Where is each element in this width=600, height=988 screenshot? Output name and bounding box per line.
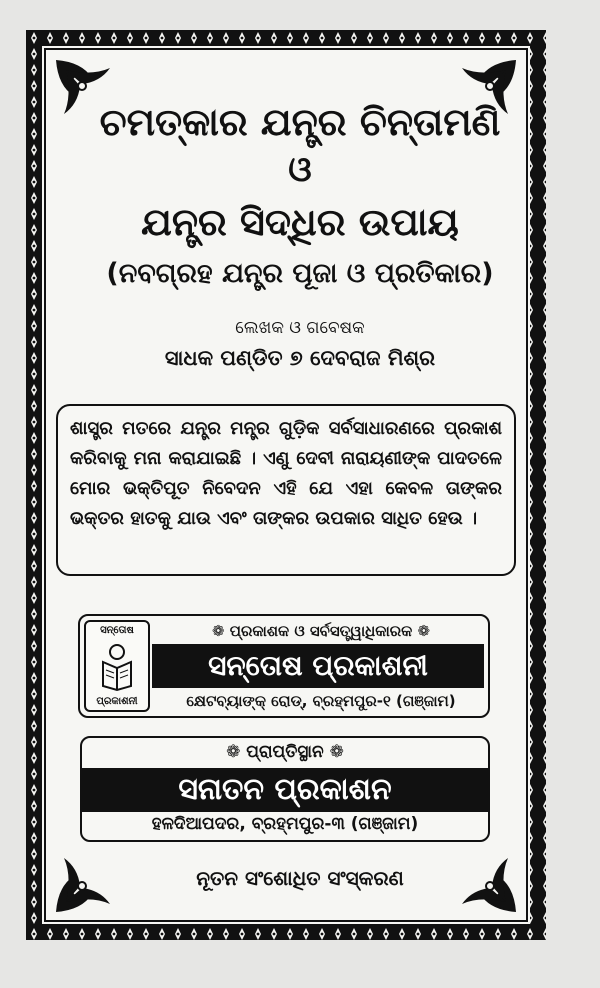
book-title-line2: ଯନ୍ତ୍ର ସିଦ୍ଧିର ଉପାୟ — [141, 200, 459, 244]
logo-bottom-text: ପ୍ରକାଶନୀ — [96, 696, 138, 707]
notice-box — [56, 404, 516, 576]
distributor-address: ହଳଦିଆପଦର, ବ୍ରହ୍ମପୁର-୩ (ଗଞ୍ଜାମ) — [151, 814, 419, 834]
book-title-line1: ଚମତ୍କାର ଯନ୍ତ୍ର ଚିନ୍ତାମଣି — [99, 100, 501, 144]
book-title-conjunction: ଓ — [288, 150, 312, 190]
publisher-logo — [84, 620, 150, 712]
publisher-address: କ୍ଷେଟବ୍ୟାଙ୍କ୍ ରୋଡ୍, ବ୍ରହ୍ମପୁର-୧ (ଗଞ୍ଜାମ) — [186, 692, 456, 710]
book-subtitle: (ନବଗ୍ରହ ଯନ୍ତ୍ର ପୂଜା ଓ ପ୍ରତିକାର) — [106, 258, 494, 289]
open-book-icon — [100, 642, 134, 692]
logo-top-text: ସନ୍ତୋଷ — [100, 625, 134, 636]
distributor-label: ❁ ପ୍ରାପ୍ତିସ୍ଥାନ ❁ — [226, 742, 344, 762]
publisher-name: ସନ୍ତୋଷ ପ୍ରକାଶନୀ — [152, 644, 484, 688]
notice-text: ଶାସ୍ତ୍ର ମତରେ ଯନ୍ତ୍ର ମନ୍ତ୍ର ଗୁଡ଼ିକ ସର୍ବସାଧାରଣରେ ପ୍ରକାଶ କରିବାକୁ ମନା କରାଯାଇଛି । ଏଣୁ ଦେବୀ ନାରାୟଣୀଙ୍କ ପାଦତଳେ ମୋର ଭକ୍ତିପୂତ ନିବେଦନ ଏହି ଯେ ଏହା କେବଳ ତାଙ୍କର ଭକ୍ତର ହାତକୁ ଯାଉ ଏବଂ ତାଙ୍କର ଉପକାର ସାଧିତ ହେଉ । — [70, 418, 502, 529]
author-name: ସାଧକ ପଣ୍ଡିତ ୭ ଦେବରାଜ ମିଶ୍ର — [164, 346, 436, 370]
publisher-label: ❁ ପ୍ରକାଶକ ଓ ସର୍ବସତ୍ତ୍ୱାଧିକାରକ ❁ — [211, 622, 431, 640]
author-label: ଲେଖକ ଓ ଗବେଷକ — [235, 318, 365, 338]
edition-note: ନୂତନ ସଂଶୋଧିତ ସଂସ୍କରଣ — [196, 866, 404, 890]
distributor-name: ସନାତନ ପ୍ରକାଶନ — [82, 768, 488, 812]
